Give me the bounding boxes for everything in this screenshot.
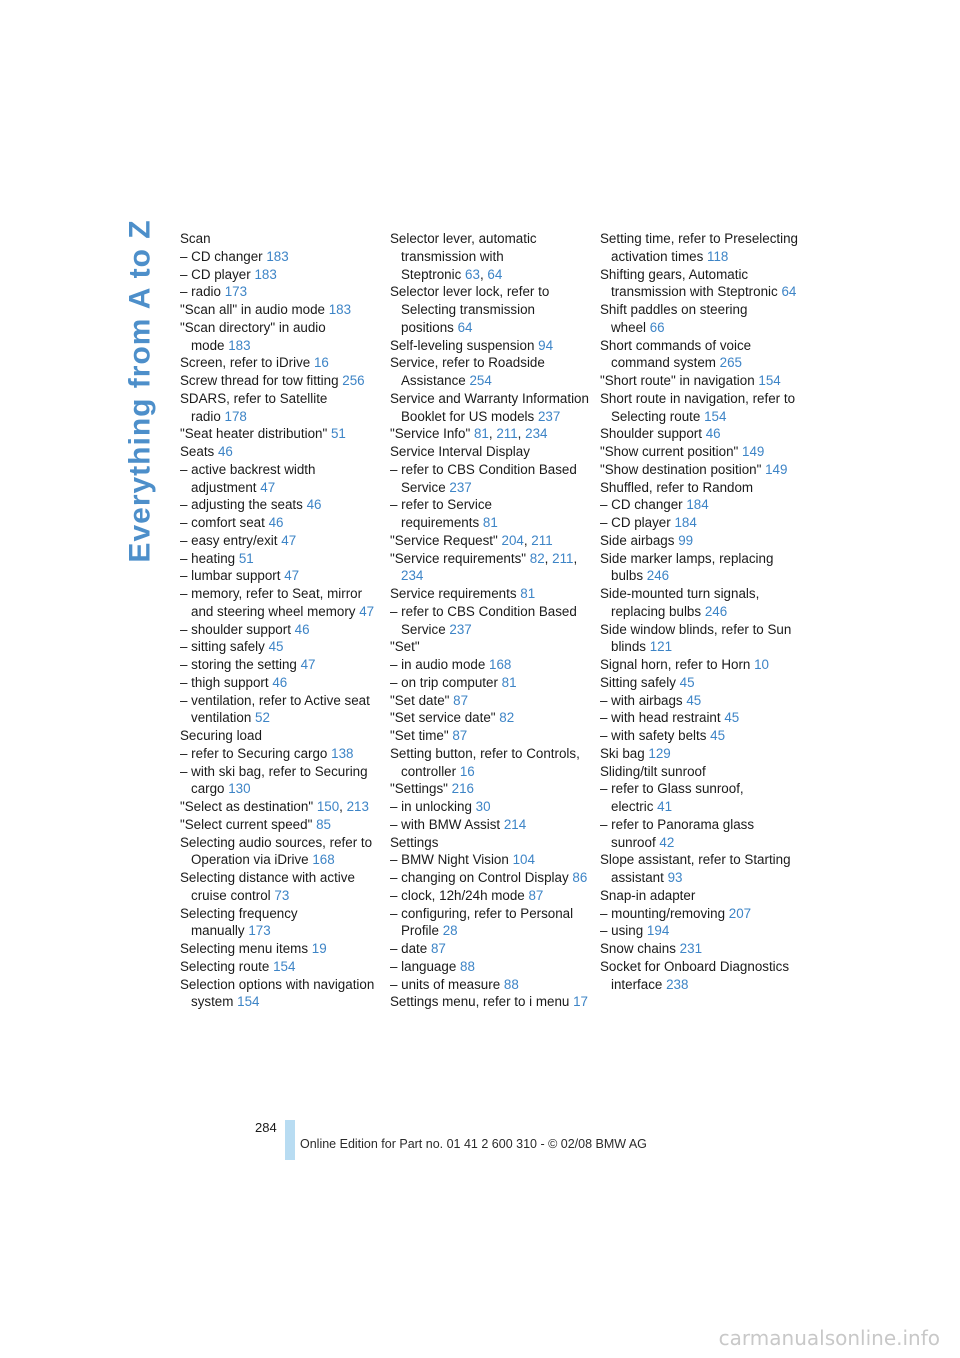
index-entry-text: Side airbags: [600, 532, 675, 548]
index-entry: [180, 638, 380, 656]
page-reference-link[interactable]: 104: [512, 852, 535, 868]
page-reference-link[interactable]: 154: [273, 958, 296, 974]
index-entry: [390, 905, 590, 941]
page-number: 284: [255, 1120, 277, 1135]
index-entry: [180, 496, 380, 514]
index-entry-text: Securing load: [180, 728, 262, 743]
page-reference-link[interactable]: 45: [686, 692, 702, 708]
footer-accent-bar: [285, 1120, 295, 1160]
index-entry-text: Shuffled, refer to Random: [600, 479, 754, 495]
index-entry: [390, 443, 590, 461]
index-entry-text: Side window blinds, refer to Sun blinds: [600, 621, 792, 655]
index-entry-text: SDARS, refer to Satellite radio: [180, 390, 328, 424]
page-reference-link[interactable]: 246: [704, 603, 728, 619]
index-entry-text: "Service Info": [390, 426, 471, 442]
index-entry-text: "Set date": [390, 692, 450, 708]
index-entry-text: Scan: [180, 231, 211, 246]
index-entry-text: – date: [390, 941, 428, 956]
index-entry-text: Socket for Onboard Diagnostics interface: [600, 958, 790, 992]
index-entry-text: Slope assistant, refer to Starting assistant: [600, 852, 791, 885]
page-reference-link[interactable]: 154: [704, 408, 727, 424]
index-entry: [600, 940, 800, 958]
page-reference-link[interactable]: 52: [255, 710, 270, 726]
index-entry-text: – easy entry/exit: [180, 532, 278, 548]
index-entry-text: – active backrest width adjustment: [180, 461, 316, 495]
index-entry-text: – lumbar support: [180, 568, 281, 584]
index-entry: [600, 905, 800, 923]
index-entry-text: Selection options with navigation system: [180, 976, 375, 1010]
index-entry-text: – with safety belts: [600, 728, 707, 743]
page-reference-link[interactable]: 28: [442, 923, 458, 939]
index-entry: [390, 585, 590, 603]
index-entry-text: – refer to Securing cargo: [180, 745, 328, 761]
index-entry: [390, 816, 590, 834]
index-entry: [600, 674, 800, 692]
index-entry: [600, 656, 800, 674]
index-entry: [180, 834, 380, 870]
page-reference-link[interactable]: 216: [451, 781, 474, 797]
index-entry: [600, 337, 800, 373]
page-reference-link[interactable]: 238: [666, 976, 689, 992]
index-entry: [390, 390, 590, 426]
index-entry-text: – with airbags: [600, 692, 683, 708]
index-entry-text: Side-mounted turn signals, replacing bulbs: [600, 586, 760, 619]
index-entry-text: "Show destination position": [600, 461, 762, 477]
index-entry: [390, 727, 590, 745]
index-entry: [600, 780, 800, 816]
index-entry-text: – in audio mode: [390, 657, 486, 672]
index-entry-text: – radio: [180, 284, 221, 300]
index-entry-text: Side marker lamps, replacing bulbs: [600, 550, 774, 584]
page-reference-link[interactable]: 88: [460, 958, 475, 974]
index-entry-text: – heating: [180, 550, 236, 566]
page-reference-link[interactable]: 46: [272, 674, 288, 690]
index-entry-text: – language: [390, 958, 457, 974]
index-entry-text: Settings: [390, 834, 439, 850]
index-entry-text: Selector lever lock, refer to Selecting transmission positions: [390, 284, 550, 335]
index-entry: [390, 940, 590, 958]
index-entry: [390, 958, 590, 976]
page-reference-link[interactable]: 194: [646, 923, 670, 939]
index-entry-text: – shoulder support: [180, 621, 291, 637]
index-entry: [600, 763, 800, 781]
index-entry-text: – units of measure: [390, 976, 501, 992]
page-reference-link[interactable]: 121: [649, 639, 673, 655]
index-entry-text: Signal horn, refer to Horn: [600, 657, 751, 672]
page-reference-link[interactable]: 237: [537, 408, 561, 424]
index-entry: [390, 603, 590, 639]
page-reference-link[interactable]: 183: [228, 337, 251, 353]
index-entry: [600, 692, 800, 710]
page-reference-link[interactable]: 41: [657, 799, 673, 814]
index-entry-text: – with BMW Assist: [390, 816, 501, 832]
index-entry: [390, 354, 590, 390]
index-entry-text: "Service Request": [390, 532, 498, 548]
index-entry-text: Seats: [180, 444, 215, 459]
index-entry-text: – comfort seat: [180, 515, 265, 530]
index-entry-text: "Set service date": [390, 710, 496, 726]
page-reference-link[interactable]: 214: [503, 816, 527, 832]
page-reference-link[interactable]: 87: [528, 887, 544, 903]
index-entry-text: – sitting safely: [180, 639, 265, 655]
index-entry: [390, 887, 590, 905]
index-entry-text: – storing the setting: [180, 657, 297, 672]
page-reference-link[interactable]: 81: [482, 515, 498, 530]
page-reference-link[interactable]: 19: [311, 941, 327, 956]
page-reference-link[interactable]: 211: [531, 532, 553, 548]
page-reference-link[interactable]: 204: [501, 532, 524, 548]
index-entry-text: Shifting gears, Automatic transmission with Steptronic: [600, 266, 778, 300]
page-reference-link[interactable]: 130: [228, 781, 251, 797]
index-entry: [180, 692, 380, 728]
footer-edition-text: Online Edition for Part no. 01 41 2 600 310 - © 02/08 BMW AG: [300, 1137, 647, 1151]
page-reference-link[interactable]: 86: [572, 870, 588, 885]
index-entry-text: "Set time": [390, 728, 449, 743]
index-entry: [600, 709, 800, 727]
page-reference-link[interactable]: 47: [281, 532, 297, 548]
index-entry-text: – memory, refer to Seat, mirror and steering wheel memory: [180, 586, 363, 619]
page-reference-link[interactable]: 154: [237, 994, 260, 1010]
index-entry: [600, 461, 800, 479]
page-reference-link[interactable]: 45: [710, 728, 726, 743]
page-reference-link[interactable]: 17: [573, 994, 589, 1010]
index-entry: [390, 745, 590, 781]
index-entry: [600, 585, 800, 621]
index-entry-text: Shift paddles on steering wheel: [600, 302, 748, 335]
page-reference-link[interactable]: 184: [674, 515, 697, 530]
index-entry: [600, 922, 800, 940]
index-entry: [180, 869, 380, 905]
index-entry: [390, 798, 590, 816]
index-entry: [180, 266, 380, 284]
index-entry: Selector lever, automatic transmission with Steptronic 63, 64: [390, 231, 537, 282]
page-reference-link[interactable]: 46: [306, 497, 322, 513]
index-entry-text: Settings menu, refer to i menu: [390, 994, 570, 1010]
index-entry: [180, 532, 380, 550]
page-reference-link[interactable]: 254: [469, 373, 492, 388]
index-entry-text: – CD player: [600, 515, 671, 530]
index-entry-text: – refer to Service requirements: [390, 497, 492, 530]
page-reference-link[interactable]: 256: [342, 373, 365, 388]
side-title-text: Everything from A to Z: [124, 219, 157, 563]
index-entry: [390, 993, 590, 1011]
index-entry: "Service Request" 204, 211: [390, 532, 553, 548]
index-entry: [180, 425, 380, 443]
index-entry-text: – ventilation, refer to Active seat ventilation: [180, 692, 370, 726]
page-reference-link[interactable]: 81: [501, 674, 517, 690]
index-entry: [390, 638, 590, 656]
page-reference-link[interactable]: 183: [254, 266, 277, 282]
index-entry-text: – refer to CBS Condition Based Service: [390, 461, 577, 495]
page-reference-link[interactable]: 42: [659, 834, 675, 850]
index-entry-text: – with ski bag, refer to Securing cargo: [180, 763, 368, 797]
page-reference-link[interactable]: 149: [742, 444, 765, 459]
index-entry: [600, 532, 800, 550]
page-reference-link[interactable]: 51: [330, 426, 346, 442]
index-entry-text: Selecting menu items: [180, 941, 309, 956]
index-entry: [180, 905, 380, 941]
page-reference-link[interactable]: 231: [679, 941, 703, 956]
page-reference-link[interactable]: 45: [724, 710, 740, 726]
index-entry: [390, 869, 590, 887]
page-reference-link[interactable]: 87: [453, 692, 469, 708]
page-reference-link[interactable]: 211: [496, 426, 518, 442]
page-reference-link[interactable]: 213: [346, 799, 369, 814]
index-entry: [180, 656, 380, 674]
index-entry: [600, 745, 800, 763]
index-entry-text: Selecting route: [180, 958, 270, 974]
index-entry-text: – CD changer: [180, 248, 263, 264]
page-reference-link[interactable]: 237: [449, 621, 472, 637]
page-reference-link[interactable]: 234: [401, 568, 424, 584]
page-reference-link[interactable]: 45: [268, 639, 284, 655]
page-reference-link[interactable]: 16: [313, 355, 329, 371]
page-reference-link[interactable]: 46: [268, 515, 284, 530]
page-reference-link[interactable]: 64: [457, 319, 473, 335]
page-reference-link[interactable]: 73: [274, 887, 290, 903]
page-reference-link[interactable]: 88: [503, 976, 519, 992]
index-entry-text: – CD player: [180, 266, 251, 282]
index-entry: "Service Info" 81, 211, 234: [390, 426, 548, 442]
index-entry: [180, 443, 380, 461]
index-entry-text: Sliding/tilt sunroof: [600, 763, 706, 779]
index-entry-text: – BMW Night Vision: [390, 852, 509, 868]
index-entry: [390, 674, 590, 692]
page-reference-link[interactable]: 207: [728, 905, 752, 921]
page-reference-link[interactable]: 46: [705, 426, 721, 442]
index-entry: [390, 656, 590, 674]
index-entry-text: Selecting frequency manually: [180, 905, 298, 939]
index-entry: [180, 940, 380, 958]
watermark: carmanualsonline.info: [718, 1326, 940, 1350]
page-reference-link[interactable]: 47: [284, 568, 300, 584]
page-reference-link[interactable]: 63: [465, 266, 480, 282]
index-entry-text: "Select current speed": [180, 816, 313, 832]
page-reference-link[interactable]: 85: [316, 816, 331, 832]
page-reference-link[interactable]: 45: [679, 674, 695, 690]
index-entry-text: – with head restraint: [600, 710, 721, 726]
page-reference-link[interactable]: 46: [294, 621, 310, 637]
page-reference-link[interactable]: 234: [525, 426, 548, 442]
page-reference-link[interactable]: 265: [719, 355, 742, 371]
side-title: [112, 219, 170, 563]
index-entry-text: "Select as destination": [180, 799, 314, 814]
page-reference-link[interactable]: 93: [667, 870, 683, 885]
index-entry: [600, 496, 800, 514]
page-reference-link[interactable]: 47: [300, 657, 316, 672]
index-entry: [180, 283, 380, 301]
index-entry: [180, 248, 380, 266]
page-reference-link[interactable]: 168: [489, 657, 512, 672]
index-entry-text: Screen, refer to iDrive: [180, 355, 311, 371]
index-entry-text: "Settings": [390, 781, 448, 797]
index-entry: [180, 354, 380, 372]
index-entry-text: – CD changer: [600, 497, 683, 513]
page-reference-link[interactable]: 154: [758, 373, 781, 388]
page-reference-link[interactable]: 178: [224, 408, 247, 424]
index-entry-text: Short route in navigation, refer to Selecting route: [600, 390, 796, 424]
index-entry: [180, 745, 380, 763]
page-reference-link[interactable]: 16: [459, 763, 475, 779]
index-entry: [600, 230, 800, 266]
page-reference-link[interactable]: 46: [217, 444, 233, 459]
index-entry: [180, 727, 380, 745]
page-reference-link[interactable]: 66: [649, 319, 665, 335]
page-reference-link[interactable]: 211: [552, 550, 574, 566]
index-entry: [390, 834, 590, 852]
index-entry-text: – refer to CBS Condition Based Service: [390, 603, 577, 637]
index-column-2: [390, 230, 590, 1011]
index-entry: [390, 976, 590, 994]
index-entry-text: – refer to Panorama glass sunroof: [600, 816, 755, 850]
page-reference-link[interactable]: 81: [473, 426, 489, 442]
index-entry-text: "Show current position": [600, 444, 739, 459]
index-entry-text: Short commands of voice command system: [600, 337, 752, 371]
index-entry: "Select as destination" 150, 213: [180, 799, 369, 814]
index-entry: [180, 816, 380, 834]
index-entry-text: Service Interval Display: [390, 444, 530, 459]
index-entry: [390, 780, 590, 798]
index-entry: [180, 461, 380, 497]
page-reference-link[interactable]: 183: [266, 248, 289, 264]
index-entry: [180, 301, 380, 319]
page-reference-link[interactable]: 47: [260, 479, 276, 495]
index-entry-text: – configuring, refer to Personal Profile: [390, 905, 574, 939]
index-entry-text: – on trip computer: [390, 674, 498, 690]
index-entry-text: Snap-in adapter: [600, 887, 696, 903]
page-reference-link[interactable]: 94: [538, 337, 554, 353]
index-entry-text: "Scan directory" in audio mode: [180, 319, 326, 353]
index-entry-text: – changing on Control Display: [390, 870, 569, 885]
index-column-3: [600, 230, 800, 993]
index-entry: [390, 337, 590, 355]
page-reference-link[interactable]: 30: [475, 799, 491, 814]
index-entry: [600, 425, 800, 443]
page-reference-link[interactable]: 237: [449, 479, 472, 495]
index-column-1: [180, 230, 380, 1011]
index-entry: [180, 976, 380, 1012]
page-reference-link[interactable]: 118: [707, 248, 729, 264]
index-entry-text: – clock, 12h/24h mode: [390, 887, 525, 903]
index-entry-text: Self-leveling suspension: [390, 337, 535, 353]
index-entry-text: Service and Warranty Information Booklet for US models: [390, 390, 589, 424]
index-entry: [180, 763, 380, 799]
index-entry-text: "Short route" in navigation: [600, 373, 755, 388]
page-reference-link[interactable]: 87: [452, 728, 468, 743]
page-reference-link[interactable]: 81: [520, 586, 536, 601]
index-entry: [180, 621, 380, 639]
index-entry-text: Selector lever, automatic transmission with Steptronic: [390, 231, 537, 282]
index-entry-text: Service, refer to Roadside Assistance: [390, 355, 545, 388]
index-entry-text: "Service requirements": [390, 550, 527, 566]
page-reference-link[interactable]: 64: [781, 284, 797, 300]
index-entry: [600, 816, 800, 852]
index-entry: [600, 851, 800, 887]
page-reference-link[interactable]: 82: [499, 710, 515, 726]
index-entry-text: "Seat heater distribution": [180, 426, 328, 442]
index-entry: [600, 958, 800, 994]
index-entry-text: Setting button, refer to Controls, controller: [390, 745, 580, 779]
index-entry: [600, 479, 800, 497]
index-entry: [390, 709, 590, 727]
index-entry-text: – mounting/removing: [600, 905, 726, 921]
page-reference-link[interactable]: 149: [765, 461, 788, 477]
page-reference-link[interactable]: 173: [248, 923, 271, 939]
page-reference-link[interactable]: 47: [359, 603, 375, 619]
index-entry: [390, 496, 590, 532]
page-reference-link[interactable]: 168: [312, 852, 335, 868]
index-entry: [180, 585, 380, 621]
index-entry: [600, 727, 800, 745]
index-entry-text: Selecting audio sources, refer to Operation via iDrive: [180, 834, 373, 868]
index-entry-text: Service requirements: [390, 586, 517, 601]
index-entry: [600, 390, 800, 426]
index-entry: [180, 514, 380, 532]
index-entry-text: Sitting safely: [600, 674, 676, 690]
index-entry: [600, 550, 800, 586]
index-entry-text: Snow chains: [600, 941, 676, 956]
index-entry: [600, 514, 800, 532]
page-reference-link[interactable]: 246: [646, 568, 670, 584]
page-reference-link[interactable]: 129: [648, 745, 671, 761]
index-entry: [180, 319, 380, 355]
page-reference-link[interactable]: 10: [754, 657, 769, 672]
page-reference-link[interactable]: 51: [238, 550, 254, 566]
index-entry: [600, 621, 800, 657]
index-entry-text: Shoulder support: [600, 426, 702, 442]
index-entry-text: – using: [600, 923, 644, 939]
index-entry: [180, 958, 380, 976]
index-entry: [600, 266, 800, 302]
index-entry: "Service requirements" 82, 211, 234: [390, 550, 578, 584]
index-entry-text: – in unlocking: [390, 799, 472, 814]
index-entry: [600, 301, 800, 337]
index-entry: [390, 851, 590, 869]
index-entry: [180, 372, 380, 390]
page-reference-link[interactable]: 82: [529, 550, 545, 566]
index-entry-text: Setting time, refer to Preselecting activation times: [600, 231, 798, 264]
index-entry: [600, 887, 800, 905]
index-entry-text: Ski bag: [600, 745, 645, 761]
index-entry-text: Selecting distance with active cruise control: [180, 870, 355, 903]
index-entry: [180, 390, 380, 426]
page-reference-link[interactable]: 173: [224, 284, 248, 300]
index-entry: [180, 550, 380, 568]
index-entry: [180, 567, 380, 585]
index-entry-text: – refer to Glass sunroof, electric: [600, 781, 744, 814]
page-reference-link[interactable]: 64: [487, 266, 503, 282]
index-entry-text: – adjusting the seats: [180, 497, 303, 513]
page-reference-link[interactable]: 138: [331, 745, 354, 761]
index-entry: [390, 461, 590, 497]
page-reference-link[interactable]: 87: [430, 941, 446, 956]
index-entry-text: "Scan all" in audio mode: [180, 302, 325, 317]
index-entry: [180, 674, 380, 692]
page-reference-link[interactable]: 99: [678, 532, 694, 548]
page-reference-link[interactable]: 150: [316, 799, 340, 814]
index-entry-text: – thigh support: [180, 674, 269, 690]
index-entry: [390, 283, 590, 336]
index-entry: [600, 443, 800, 461]
index-entry-text: "Set": [390, 639, 420, 655]
index-entry-text: Screw thread for tow fitting: [180, 373, 339, 388]
index-entry: [390, 692, 590, 710]
page-reference-link[interactable]: 183: [328, 302, 352, 317]
index-entry: [180, 230, 380, 248]
index-entry: [600, 372, 800, 390]
page-reference-link[interactable]: 184: [686, 497, 709, 513]
